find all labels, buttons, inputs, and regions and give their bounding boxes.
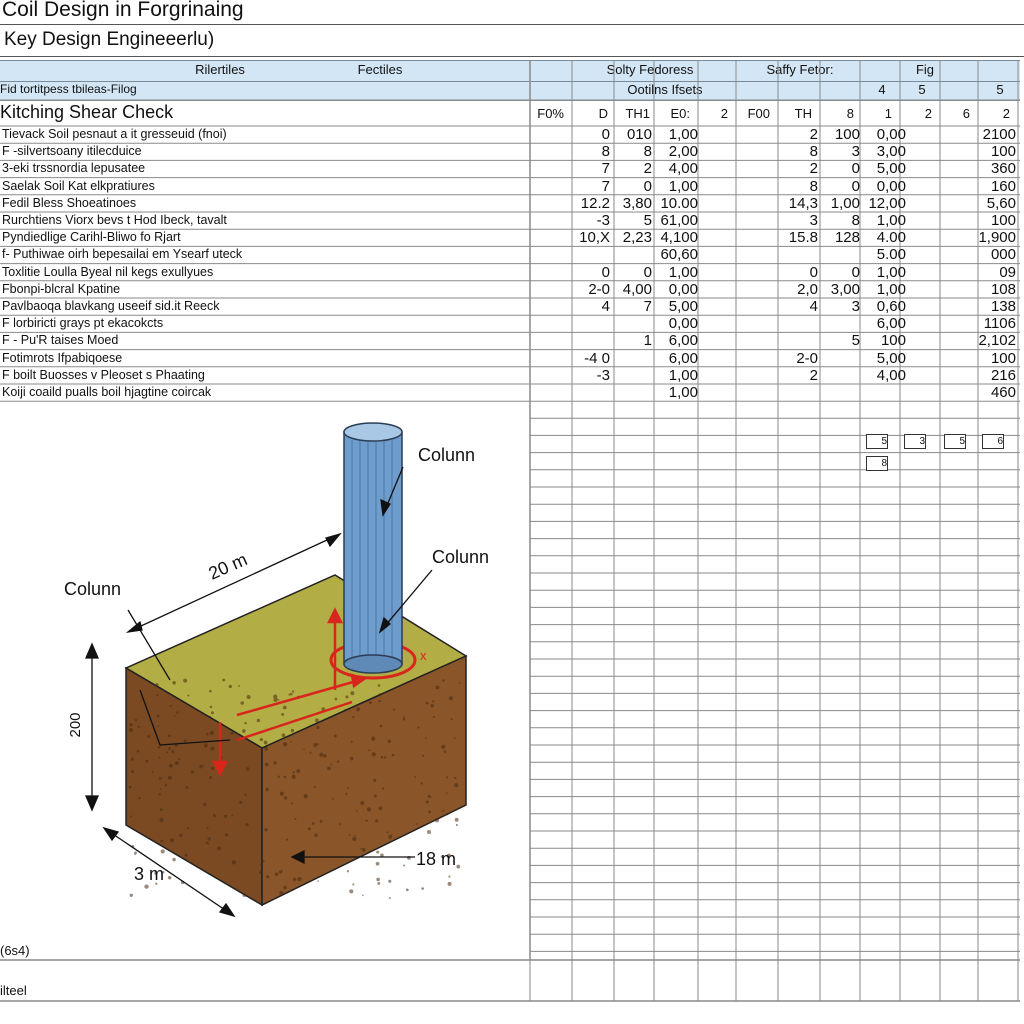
row-value: 7 [601,160,610,178]
row-value: 1,00 [668,126,698,143]
row-value: 8 [643,143,652,161]
row-value: 6,00 [668,349,698,367]
row-label: Tievack Soil pesnaut a it gresseuid (fnoi) [2,127,227,141]
section-title: Kitching Shear Check [0,102,174,122]
row-value: 4 [809,298,818,315]
checkbox[interactable]: 5 [944,434,966,449]
column-shaft [344,432,402,664]
dimension-top: 20 m [205,549,251,584]
col-label: F0% [537,106,564,121]
row-label: F boilt Buosses v Pleoset s Phaating [2,367,205,382]
page-title: Coil Design in Forgrinaing [2,0,244,21]
row-value: 100 [880,332,906,350]
row-total: 216 [990,366,1016,384]
header-rilertiles: Rilertiles [195,62,245,77]
row-label: F lorbiricti grays pt ekacokcts [2,316,164,331]
row-value: 14,3 [788,194,818,212]
row-value: 3,00 [876,143,906,161]
row-value: 5.00 [876,246,906,264]
row-total: 2100 [982,126,1016,143]
row-total: 000 [990,246,1016,264]
label-column-mid: Colunn [432,547,490,567]
row-total: 100 [990,143,1016,161]
row-value: 5 [851,332,860,350]
row-value: 128 [834,229,860,247]
col-label: 2 [720,106,728,121]
page-subtitle: Key Design Engineeerlu) [4,29,215,50]
header-fig: Fig [915,62,935,77]
row-value: 4,00 [876,366,906,384]
row-value: 6,00 [876,315,906,333]
row-value: 0 [851,263,860,281]
dimension-right: 18 m [416,849,457,869]
row-value: 3 [851,298,860,315]
row-label: Toxlitie Loulla Byeal nil kegs exullyues [2,264,214,279]
row-value: 0,00 [876,177,906,195]
row-label: Fedil Bless Shoeatinoes [2,195,137,210]
header-left-note: Fid tortitpess tbileas-Filog [0,82,137,96]
col-label: 1 [884,106,892,121]
col-label: 6 [962,106,970,121]
row-value: 2 [809,160,818,178]
checkbox[interactable]: 3 [904,434,926,449]
row-value: 0 [851,177,860,195]
header-col-5b: 5 [996,82,1004,97]
row-value: 5,00 [876,160,906,178]
checkbox[interactable]: 6 [982,434,1004,449]
row-value: 8 [601,143,610,161]
label-column-top: Colunn [418,445,476,465]
row-value: 4,100 [660,229,698,247]
row-value: 4,00 [622,280,652,298]
row-value: 4,00 [668,160,698,178]
row-value: 2,00 [668,143,698,161]
row-value: 010 [626,126,652,143]
row-label: 3-eki trssnordia lepusatee [2,161,146,176]
row-value: -4 0 [584,349,610,367]
row-value: 3,80 [622,194,652,212]
checkbox[interactable]: 8 [866,456,888,471]
row-total: 138 [990,298,1016,315]
row-value: 2 [809,366,818,384]
col-label: 2 [1002,106,1010,121]
row-label: Fbonpi-blcral Kpatine [2,281,121,296]
row-total: 100 [990,349,1016,367]
row-total: 360 [990,160,1016,178]
row-total: 460 [990,384,1016,401]
row-value: 1,00 [668,366,698,384]
row-label: Pavlbaoqa blavkang useeif sid.it Reeck [2,299,220,313]
checkbox[interactable]: 5 [866,434,888,449]
row-label: Fotimrots Ifpabiqoese [2,350,123,365]
row-value: 4 [601,298,610,315]
footer-label: ilteel [0,983,27,998]
row-value: 8 [809,177,818,195]
header-safety-factor: Saffy Fetor: [766,62,834,77]
header-safety-factors: Solty Fedoress [606,62,694,77]
header-col-4: 4 [878,82,886,97]
footer-note: (6s4) [0,943,30,958]
row-value: 10.00 [660,194,698,212]
col-label: E0: [670,106,690,121]
row-value: 61,00 [660,212,698,229]
row-value: 2-0 [588,280,610,298]
row-value: 3 [809,212,818,229]
row-label: f- Puthiwae oirh bepesailai em Ysearf uteck [2,247,243,262]
row-value: 0 [643,177,652,195]
row-total: 2,102 [978,332,1016,350]
col-label: D [598,106,608,121]
row-total: 108 [990,280,1016,298]
dimension-left: 200 [67,712,84,738]
row-value: 6,00 [668,332,698,350]
row-value: -3 [596,366,610,384]
row-value: 2,23 [622,229,652,247]
col-label: TH [794,106,812,121]
row-value: 0 [809,263,818,281]
row-value: -3 [596,212,610,229]
row-value: 8 [851,212,860,229]
row-value: 1,00 [668,384,698,401]
row-value: 12.2 [580,194,610,212]
row-value: 15.8 [788,229,818,247]
row-value: 0,00 [668,315,698,333]
row-value: 5,00 [876,349,906,367]
row-value: 0,60 [876,298,906,315]
col-label: 2 [924,106,932,121]
row-value: 60,60 [660,246,698,264]
diagram-marker: x [420,648,427,663]
header-fectiles: Fectiles [357,62,403,77]
row-total: 09 [999,263,1016,281]
row-value: 1,00 [876,263,906,281]
row-value: 1,00 [668,263,698,281]
row-total: 100 [990,212,1016,229]
row-value: 0 [851,160,860,178]
col-label: TH1 [625,106,650,121]
row-value: 1 [643,332,652,350]
row-value: 3 [851,143,860,161]
row-value: 2-0 [796,349,818,367]
row-value: 100 [834,126,860,143]
header-outline-sheets: Ootilns Ifsets [627,82,703,97]
row-value: 2 [809,126,818,143]
row-label: Pyndiedlige Carihl-Bliwo fo Rjart [2,230,181,245]
row-value: 5,00 [668,298,698,315]
row-label: F -silvertsoany itilecduice [2,144,142,159]
dimension-bottom: 3 m [134,864,165,884]
row-value: 1,00 [876,280,906,298]
col-label: 8 [846,106,854,121]
row-value: 0 [643,263,652,281]
footing-diagram [64,423,489,916]
row-value: 7 [643,298,652,315]
row-value: 0 [601,263,610,281]
row-value: 12,00 [868,194,906,212]
row-total: 160 [990,177,1016,195]
row-value: 1,00 [876,212,906,229]
row-value: 3,00 [830,280,860,298]
col-label: F00 [747,106,770,121]
column-bottom [344,655,402,673]
row-total: 1106 [983,315,1016,333]
row-value: 0,00 [876,126,906,143]
row-label: Rurchtiens Viorx bevs t Hod Ibeck, tavalt [2,213,227,227]
row-label: Saelak Soil Kat elkpratiures [2,178,155,193]
row-value: 0,00 [668,280,698,298]
row-total: 1,900 [978,229,1016,247]
row-value: 1,00 [830,194,860,212]
row-value: 1,00 [668,177,698,195]
column-top [344,423,402,441]
row-value: 7 [601,177,610,195]
row-total: 5,60 [986,194,1016,212]
row-value: 10,X [579,229,610,247]
row-value: 8 [809,143,818,161]
row-value: 0 [601,126,610,143]
row-label: F - Pu'R taises Moed [2,333,119,348]
label-column-left: Colunn [64,579,122,599]
row-value: 4.00 [876,229,906,247]
header-col-5a: 5 [918,82,926,97]
row-value: 2 [643,160,652,178]
row-value: 2,0 [797,280,818,298]
row-value: 5 [643,212,652,229]
row-label: Koiji coaild pualls boil hjagtine coircak [2,385,212,399]
